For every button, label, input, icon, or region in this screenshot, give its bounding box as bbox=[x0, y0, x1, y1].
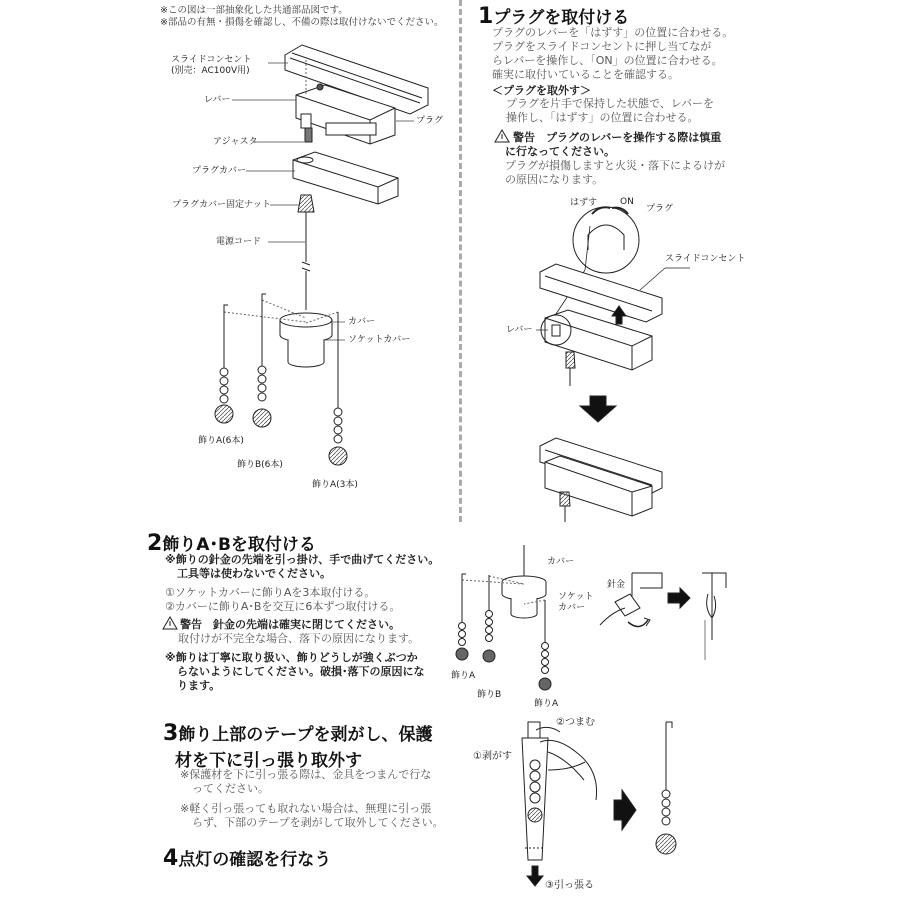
step1-remove-line: プラグを片手で保持した状態で、レバーを bbox=[506, 97, 715, 110]
step1-body-line: 確実に取付いていることを確認する。 bbox=[492, 68, 679, 81]
step3-note-line: ※保護材を下に引っ張る際は、金具をつまんで行な bbox=[180, 768, 432, 781]
step4-heading bbox=[163, 845, 331, 871]
step2-item: ①ソケットカバーに飾りAを3本取付ける。 bbox=[165, 586, 376, 599]
label-ornament-b6: 飾りB(6本) bbox=[237, 460, 283, 470]
step1-number: 1 bbox=[478, 4, 494, 29]
label-a-s2: 飾りA bbox=[451, 671, 476, 681]
label-lever: レバー bbox=[204, 95, 231, 105]
label-b-s2: 飾りB bbox=[477, 690, 502, 700]
step4-number: 4 bbox=[163, 846, 179, 871]
step1-remove-title: ＜プラグを取外す＞ bbox=[492, 84, 591, 97]
step2-note2-line: ※飾りは丁寧に取り扱い、飾りどうしが強くぶつか bbox=[165, 651, 418, 664]
note-2: ※部品の有無・損傷を確認し、不備の際は取付けないでください。 bbox=[160, 17, 444, 28]
label-socket-s2-1: ソケット bbox=[558, 592, 594, 602]
label-peel: ①剥がす bbox=[473, 751, 512, 762]
step1-title: プラグを取付ける bbox=[493, 8, 630, 28]
step1-remove-line: 操作し、「はずす」の位置に合わせる。 bbox=[506, 111, 699, 124]
step1-warning-line: の原因になります。 bbox=[505, 173, 604, 186]
step4-title: 点灯の確認を行なう bbox=[178, 850, 332, 870]
step2-note2-line: ります。 bbox=[177, 679, 221, 692]
label-socket-s2-2: カバー bbox=[558, 603, 586, 613]
step2-number: 2 bbox=[147, 531, 163, 556]
label-wire: 針金 bbox=[607, 580, 626, 590]
step2-note-line: ※飾りの針金の先端を引っ掛け、手で曲げてください。 bbox=[165, 553, 440, 566]
step2-illustration bbox=[456, 545, 726, 690]
step1-remove-body bbox=[506, 97, 714, 125]
step1-body-line: プラグをスライドコンセントに押し当てなが bbox=[492, 40, 712, 53]
step1-warning-title bbox=[505, 131, 722, 159]
label-socket-cover: ソケットカバー bbox=[348, 335, 411, 345]
label-pinch: ②つまむ bbox=[556, 717, 595, 728]
step2-note2-line: らないようにしてください。破損･落下の原因にな bbox=[177, 665, 425, 678]
label-pull: ③引っ張る bbox=[545, 880, 594, 891]
label-lever-s1: レバー bbox=[506, 325, 533, 335]
label-adjuster: アジャスタ bbox=[213, 137, 258, 147]
step2-note-line: 工具等は使わないでください。 bbox=[177, 567, 331, 580]
step3-heading bbox=[163, 720, 432, 771]
note-1: ※この図は一部抽象化した共通部品図です。 bbox=[160, 5, 348, 16]
step1-body-line: らレバーを操作し、「ON」の位置に合わせる。 bbox=[492, 54, 723, 67]
label-a2-s2: 飾りA bbox=[534, 699, 559, 709]
step3-number: 3 bbox=[163, 721, 179, 746]
label-ornament-a3: 飾りA(3本) bbox=[312, 480, 358, 490]
step1-warning-body bbox=[505, 159, 725, 187]
label-slide-s1: スライドコンセント bbox=[665, 254, 746, 264]
step3-notes bbox=[180, 768, 444, 830]
warning-icon bbox=[495, 130, 509, 142]
step2-warning-title: 警告 針金の先端は確実に閉じてください。 bbox=[180, 618, 400, 631]
step2-title: 飾りA･Bを取付ける bbox=[162, 535, 316, 555]
label-cover-s2: カバー bbox=[547, 557, 575, 567]
step2-items bbox=[165, 586, 400, 614]
step2-note-bold bbox=[165, 553, 439, 581]
label-plug-cover-nut: プラグカバー固定ナット bbox=[172, 200, 271, 210]
label-ornament-a6: 飾りA(6本) bbox=[198, 436, 244, 446]
cover-ring bbox=[280, 313, 332, 367]
step1-body-line: プラグのレバーを「はずす」の位置に合わせる。 bbox=[492, 26, 734, 39]
step2-note2 bbox=[165, 651, 425, 693]
label-on: ON bbox=[620, 197, 634, 207]
step1-warning-title-line: 警告 プラグのレバーを操作する際は慎重 bbox=[513, 131, 722, 144]
label-plug-cover: プラグカバー bbox=[192, 166, 247, 176]
section-divider bbox=[459, 0, 462, 522]
label-cover: カバー bbox=[348, 317, 376, 327]
label-plug-s1: プラグ bbox=[646, 204, 674, 214]
label-slide-outlet-sub: (別売：AC100V用) bbox=[171, 66, 250, 76]
label-power-cord: 電源コード bbox=[216, 237, 262, 247]
step3-note-line: ってください。 bbox=[192, 782, 269, 795]
label-slide-outlet: スライドコンセント bbox=[171, 55, 252, 65]
step3-illustration bbox=[522, 722, 676, 886]
label-plug: プラグ bbox=[416, 116, 444, 126]
pendant-b bbox=[253, 294, 271, 427]
step3-title-1: 飾り上部のテープを剥がし、保護 bbox=[178, 725, 433, 745]
step3-note-line: らず、下部のテープを剥がして取外してください。 bbox=[192, 816, 444, 829]
step1-warning-title-line: に行なってください。 bbox=[505, 145, 615, 158]
pendant-a bbox=[215, 305, 233, 423]
step1-body bbox=[492, 26, 733, 82]
step2-item: ②カバーに飾りA･Bを交互に6本ずつ取付ける。 bbox=[165, 600, 401, 613]
step2-warning-body: 取付けが不完全な場合、落下の原因になります。 bbox=[178, 632, 420, 645]
step3-note-line: ※軽く引っ張っても取れない場合は、無理に引っ張 bbox=[180, 802, 432, 815]
step1-warning-line: プラグが損傷しますと火災・落下によるけが bbox=[505, 159, 725, 172]
label-hazusu: はずす bbox=[570, 198, 598, 208]
warning-icon-2 bbox=[163, 617, 177, 629]
step3-title-2: 材を下に引っ張り取外す bbox=[175, 751, 362, 771]
